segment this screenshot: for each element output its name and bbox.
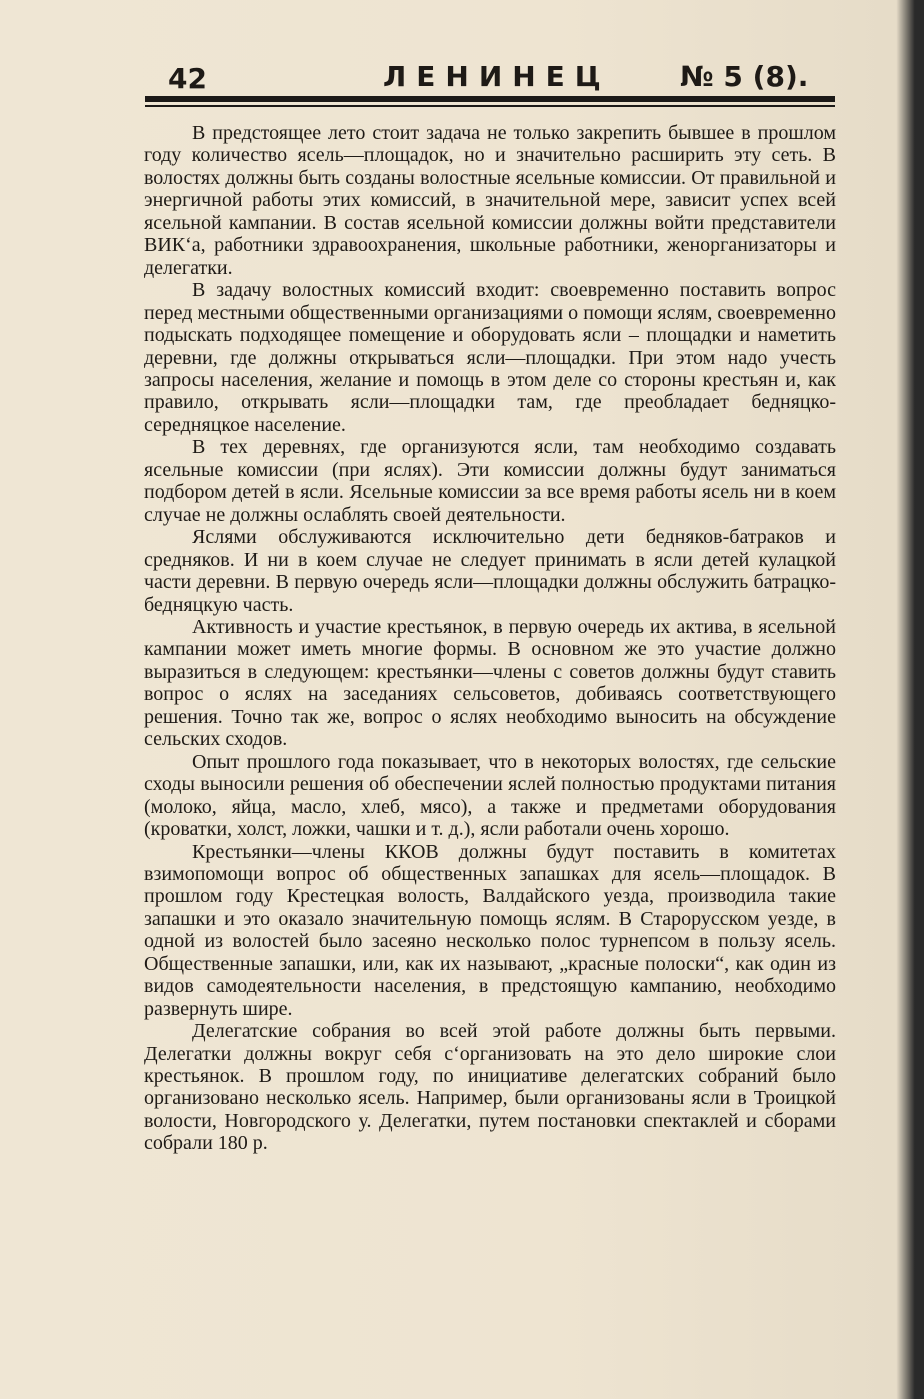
paragraph: В задачу волостных комиссий входит: своевременно поставить вопрос перед местными общественными организациями о помощи яслям, своевременно подыскать подходящее помещение и оборудовать ясли – площадки и наметить деревни, где должны открываться ясли—площадки. При этом надо учесть запросы населения, желание и помощь в этом деле со стороны крестьян и, как правило, открывать ясли—площадки там, где преобладает бедняцко-середняцкое население. xyxy=(144,279,836,436)
page-header xyxy=(140,52,840,96)
issue-number: № 5 (8). xyxy=(680,60,809,93)
header-rule-thick xyxy=(145,96,835,102)
paragraph: В предстоящее лето стоит задача не только закрепить бывшее в прошлом году количество ясель—площадок, но и значительно расширить эту сеть. В волостях должны быть созданы волостные ясельные комиссии. От правильной и энергичной работы этих комиссий, в значительной мере, зависит успех всей ясельной кампании. В состав ясельной комиссии должны войти представители ВИК‘а, работники здравоохранения, школьные работники, женорганизаторы и делегатки. xyxy=(144,122,836,279)
page-number: 42 xyxy=(168,62,207,95)
journal-title: ЛЕНИНЕЦ xyxy=(383,60,611,93)
paragraph: Опыт прошлого года показывает, что в некоторых волостях, где сельские сходы выносили решения об обеспечении яслей полностью продуктами питания (молоко, яйца, масло, хлеб, мясо), а также и предметами оборудования (кроватки, холст, ложки, чашки и т. д.), ясли работали очень хорошо. xyxy=(144,750,836,841)
paragraph: В тех деревнях, где организуются ясли, там необходимо создавать ясельные комиссии (при яслях). Эти комиссии должны будут заниматься подбором детей в ясли. Ясельные комиссии за все время работы ясель ни в коем случае не должны ослаблять своей деятельности. xyxy=(144,436,836,526)
article-body xyxy=(144,122,836,1155)
paragraph: Крестьянки—члены ККОВ должны будут поставить в комитетах взимопомощи вопрос об общественных запашках для ясель—площадок. В прошлом году Крестецкая волость, Валдайского уезда, производила такие запашки и это оказало значительную помощь яслям. В Старорусском уезде, в одной из волостей было засеяно несколько полос турнепсом в пользу ясель. Общественные запашки, или, как их называют, „красные полоски“, как один из видов самодеятельности населения, в предстоящую кампанию, необходимо развернуть шире. xyxy=(144,840,836,1020)
paragraph: Яслями обслуживаются исключительно дети бедняков-батраков и средняков. И ни в коем случае не следует принимать в ясли детей кулацкой части деревни. В первую очередь ясли—площадки должны обслужить батрацко-бедняцкую часть. xyxy=(144,526,836,616)
paragraph: Активность и участие крестьянок, в первую очередь их актива, в ясельной кампании может иметь многие формы. В основном же это участие должно выразиться в следующем: крестьянки—члены с советов должны будут ставить вопрос о яслях на заседаниях сельсоветов, добиваясь соответствующего решения. Точно так же, вопрос о яслях необходимо выносить на обсуждение сельских сходов. xyxy=(144,615,836,751)
header-rule-thin xyxy=(145,105,835,107)
paragraph: Делегатские собрания во всей этой работе должны быть первыми. Делегатки должны вокруг себя с‘организовать на это дело широкие слои крестьянок. В прошлом году, по инициативе делегатских собраний было организовано несколько ясель. Например, были организованы ясли в Троицкой волости, Новгородского у. Делегатки, путем постановки спектаклей и сборами собрали 180 р. xyxy=(144,1020,836,1155)
